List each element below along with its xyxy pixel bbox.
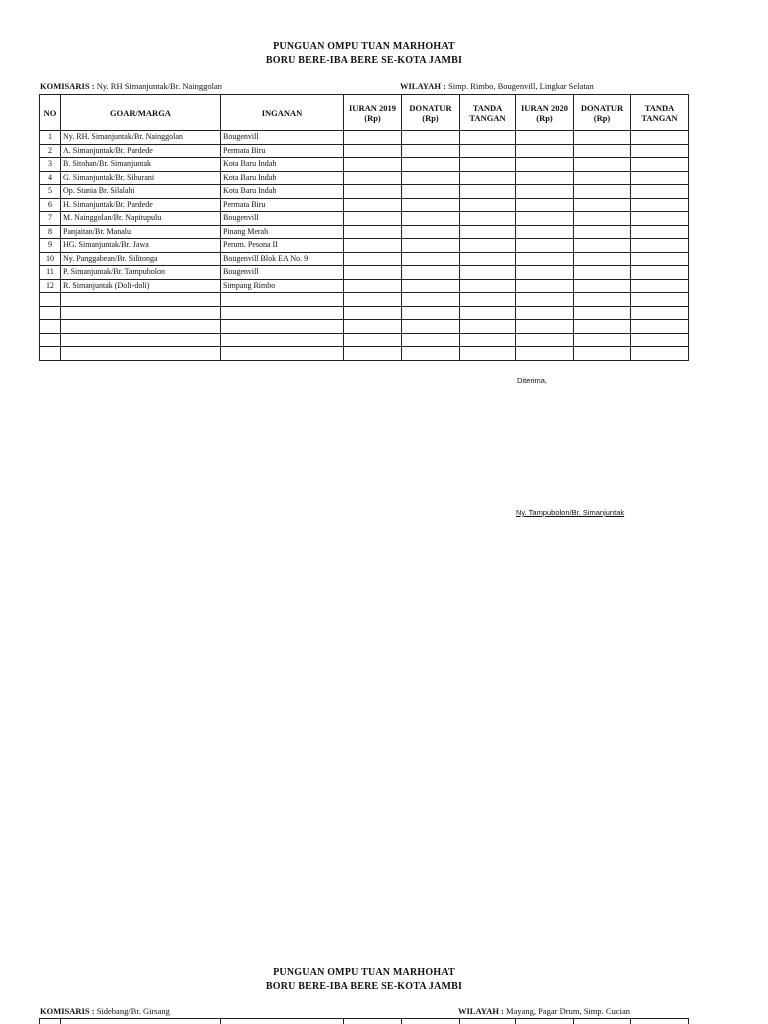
row-tanda-tangan-2 <box>631 279 689 293</box>
header-cell <box>631 1019 689 1024</box>
row-inganan <box>221 320 344 334</box>
row-tanda-tangan-2 <box>631 239 689 253</box>
row-goar-marga <box>61 333 221 347</box>
row-tanda-tangan-1 <box>460 185 516 199</box>
komisaris-label: KOMISARIS : <box>40 1006 95 1016</box>
row-tanda-tangan-1 <box>460 333 516 347</box>
table-row <box>40 279 689 293</box>
row-donatur-2 <box>574 225 631 239</box>
row-goar-marga: M. Nainggolan/Br. Napitupulu <box>61 212 221 226</box>
row-donatur-1 <box>402 171 460 185</box>
row-goar-marga <box>61 306 221 320</box>
row-tanda-tangan-1 <box>460 320 516 334</box>
row-inganan: Bougenvill Blok EA No. 9 <box>221 252 344 266</box>
row-tanda-tangan-1 <box>460 158 516 172</box>
form1-komisaris <box>40 81 222 91</box>
row-inganan: Permata Biru <box>221 198 344 212</box>
row-number <box>40 333 61 347</box>
header-cell <box>40 1019 61 1024</box>
row-goar-marga: Op. Stania Br. Silalahi <box>61 185 221 199</box>
table-row <box>40 252 689 266</box>
row-iuran-2019 <box>344 198 402 212</box>
header-cell <box>460 1019 516 1024</box>
table-row <box>40 333 689 347</box>
row-tanda-tangan-2 <box>631 198 689 212</box>
row-tanda-tangan-2 <box>631 306 689 320</box>
row-iuran-2019 <box>344 320 402 334</box>
row-donatur-1 <box>402 306 460 320</box>
row-donatur-2 <box>574 320 631 334</box>
row-iuran-2020 <box>516 320 574 334</box>
row-donatur-1 <box>402 266 460 280</box>
table-row <box>40 185 689 199</box>
table-row <box>40 131 689 145</box>
row-tanda-tangan-1 <box>460 171 516 185</box>
row-tanda-tangan-1 <box>460 144 516 158</box>
row-number: 9 <box>40 239 61 253</box>
row-number <box>40 320 61 334</box>
form2-title-line1: PUNGUAN OMPU TUAN MARHOHAT <box>273 967 455 978</box>
row-inganan: Perum. Pesona II <box>221 239 344 253</box>
table-row <box>40 347 689 361</box>
row-iuran-2020 <box>516 239 574 253</box>
row-tanda-tangan-1 <box>460 131 516 145</box>
row-number <box>40 293 61 307</box>
header-cell <box>344 1019 402 1024</box>
form2-wilayah <box>458 1006 630 1016</box>
row-iuran-2019 <box>344 279 402 293</box>
row-tanda-tangan-1 <box>460 293 516 307</box>
form1-title-line1: PUNGUAN OMPU TUAN MARHOHAT <box>273 41 455 52</box>
row-donatur-1 <box>402 131 460 145</box>
row-donatur-1 <box>402 144 460 158</box>
table-header-row <box>40 95 689 131</box>
row-iuran-2019 <box>344 239 402 253</box>
table-row <box>40 239 689 253</box>
row-tanda-tangan-1 <box>460 266 516 280</box>
header-tanda-tangan-2: TANDA TANGAN <box>631 95 689 131</box>
row-iuran-2020 <box>516 198 574 212</box>
row-donatur-1 <box>402 293 460 307</box>
row-number <box>40 347 61 361</box>
row-tanda-tangan-2 <box>631 225 689 239</box>
row-tanda-tangan-2 <box>631 131 689 145</box>
row-inganan: Kota Baru Indah <box>221 171 344 185</box>
row-tanda-tangan-2 <box>631 320 689 334</box>
row-donatur-2 <box>574 171 631 185</box>
row-goar-marga: A. Simanjuntak/Br. Pardede <box>61 144 221 158</box>
row-inganan: Simpang Rimbo <box>221 279 344 293</box>
row-tanda-tangan-2 <box>631 252 689 266</box>
row-iuran-2019 <box>344 306 402 320</box>
table-row <box>40 320 689 334</box>
row-iuran-2019 <box>344 225 402 239</box>
row-tanda-tangan-1 <box>460 198 516 212</box>
row-tanda-tangan-2 <box>631 293 689 307</box>
row-donatur-2 <box>574 266 631 280</box>
signature-name: Ny. Tampubolon/Br. Simanjuntak <box>516 508 625 517</box>
row-tanda-tangan-2 <box>631 185 689 199</box>
row-iuran-2019 <box>344 266 402 280</box>
row-tanda-tangan-2 <box>631 266 689 280</box>
table-row <box>40 198 689 212</box>
row-iuran-2019 <box>344 293 402 307</box>
header-no: NO <box>40 95 61 131</box>
row-number: 6 <box>40 198 61 212</box>
row-iuran-2019 <box>344 131 402 145</box>
row-inganan: Bougenvill <box>221 131 344 145</box>
form1-title-line2: BORU BERE-IBA BERE SE-KOTA JAMBI <box>265 55 463 66</box>
header-cell <box>574 1019 631 1024</box>
row-iuran-2019 <box>344 144 402 158</box>
row-donatur-1 <box>402 158 460 172</box>
row-goar-marga: G. Simanjuntak/Br. Siburani <box>61 171 221 185</box>
row-goar-marga: HG. Simanjuntak/Br. Jawa <box>61 239 221 253</box>
row-goar-marga <box>61 320 221 334</box>
table-row <box>40 158 689 172</box>
row-tanda-tangan-2 <box>631 347 689 361</box>
row-number: 11 <box>40 266 61 280</box>
row-iuran-2020 <box>516 158 574 172</box>
row-tanda-tangan-2 <box>631 158 689 172</box>
row-inganan: Pinang Merah <box>221 225 344 239</box>
header-inganan: INGANAN <box>221 95 344 131</box>
table-row <box>40 212 689 226</box>
row-number: 12 <box>40 279 61 293</box>
row-tanda-tangan-1 <box>460 279 516 293</box>
row-goar-marga: Panjaitan/Br. Manalu <box>61 225 221 239</box>
header-iuran-2020: IURAN 2020 (Rp) <box>516 95 574 131</box>
row-tanda-tangan-1 <box>460 225 516 239</box>
row-donatur-2 <box>574 212 631 226</box>
row-iuran-2020 <box>516 306 574 320</box>
row-inganan <box>221 293 344 307</box>
row-inganan: Kota Baru Indah <box>221 158 344 172</box>
row-donatur-2 <box>574 333 631 347</box>
row-inganan: Permata Biru <box>221 144 344 158</box>
row-tanda-tangan-2 <box>631 333 689 347</box>
row-tanda-tangan-1 <box>460 212 516 226</box>
row-number: 4 <box>40 171 61 185</box>
row-iuran-2020 <box>516 266 574 280</box>
row-tanda-tangan-2 <box>631 171 689 185</box>
form1-wilayah <box>400 81 594 91</box>
row-donatur-2 <box>574 347 631 361</box>
row-donatur-1 <box>402 239 460 253</box>
row-goar-marga: R. Simanjuntak (Doli-doli) <box>61 279 221 293</box>
row-iuran-2019 <box>344 333 402 347</box>
row-donatur-1 <box>402 320 460 334</box>
row-donatur-2 <box>574 239 631 253</box>
row-donatur-2 <box>574 198 631 212</box>
row-iuran-2019 <box>344 158 402 172</box>
header-donatur-2: DONATUR (Rp) <box>574 95 631 131</box>
header-goar-marga: GOAR/MARGA <box>61 95 221 131</box>
row-number: 2 <box>40 144 61 158</box>
row-donatur-1 <box>402 198 460 212</box>
row-iuran-2020 <box>516 333 574 347</box>
table-row <box>40 225 689 239</box>
row-donatur-2 <box>574 252 631 266</box>
row-tanda-tangan-1 <box>460 347 516 361</box>
diterima-label: Diterima, <box>517 376 548 385</box>
row-goar-marga: H. Simanjuntak/Br. Pardede <box>61 198 221 212</box>
wilayah-value: Mayang, Pagar Drum, Simp. Cucian <box>506 1006 630 1016</box>
row-donatur-2 <box>574 144 631 158</box>
row-donatur-2 <box>574 185 631 199</box>
table-row <box>40 171 689 185</box>
komisaris-value: Sidebang/Br. Girsang <box>96 1006 170 1016</box>
row-donatur-1 <box>402 225 460 239</box>
row-iuran-2019 <box>344 171 402 185</box>
row-iuran-2019 <box>344 252 402 266</box>
form2-komisaris <box>40 1006 170 1016</box>
table-row <box>40 306 689 320</box>
wilayah-label: WILAYAH : <box>400 81 446 91</box>
row-iuran-2020 <box>516 347 574 361</box>
header-cell <box>402 1019 460 1024</box>
row-inganan <box>221 347 344 361</box>
row-number: 7 <box>40 212 61 226</box>
komisaris-value: Ny. RH Simanjuntak/Br. Nainggolan <box>96 81 222 91</box>
row-number: 8 <box>40 225 61 239</box>
row-donatur-1 <box>402 212 460 226</box>
row-number: 3 <box>40 158 61 172</box>
row-tanda-tangan-2 <box>631 212 689 226</box>
row-inganan <box>221 333 344 347</box>
table-row <box>40 293 689 307</box>
row-number: 1 <box>40 131 61 145</box>
header-iuran-2019: IURAN 2019 (Rp) <box>344 95 402 131</box>
table-row <box>40 266 689 280</box>
row-donatur-1 <box>402 185 460 199</box>
row-inganan: Kota Baru Indah <box>221 185 344 199</box>
row-donatur-1 <box>402 347 460 361</box>
row-donatur-2 <box>574 293 631 307</box>
komisaris-label: KOMISARIS : <box>40 81 95 91</box>
row-inganan: Bougenvill <box>221 212 344 226</box>
header-cell <box>61 1019 221 1024</box>
row-number: 10 <box>40 252 61 266</box>
row-iuran-2020 <box>516 225 574 239</box>
wilayah-label: WILAYAH : <box>458 1006 504 1016</box>
row-iuran-2019 <box>344 347 402 361</box>
header-donatur-1: DONATUR (Rp) <box>402 95 460 131</box>
row-iuran-2020 <box>516 279 574 293</box>
row-tanda-tangan-1 <box>460 306 516 320</box>
row-tanda-tangan-1 <box>460 252 516 266</box>
row-iuran-2020 <box>516 252 574 266</box>
form2-member-table <box>39 1018 689 1024</box>
row-iuran-2020 <box>516 144 574 158</box>
row-goar-marga: Ny. Panggabean/Br. Silitonga <box>61 252 221 266</box>
row-goar-marga: P. Simanjuntak/Br. Tampubolon <box>61 266 221 280</box>
row-iuran-2019 <box>344 185 402 199</box>
row-tanda-tangan-1 <box>460 239 516 253</box>
row-iuran-2019 <box>344 212 402 226</box>
row-goar-marga: B. Sitohan/Br. Simanjuntak <box>61 158 221 172</box>
table-header-row <box>40 1019 689 1024</box>
form2-title-line2: BORU BERE-IBA BERE SE-KOTA JAMBI <box>265 981 463 992</box>
row-iuran-2020 <box>516 131 574 145</box>
row-inganan: Bougenvill <box>221 266 344 280</box>
header-cell <box>221 1019 344 1024</box>
wilayah-value: Simp. Rimbo, Bougenvill, Lingkar Selatan <box>448 81 594 91</box>
form1-member-table <box>39 94 689 361</box>
row-inganan <box>221 306 344 320</box>
row-donatur-2 <box>574 158 631 172</box>
row-iuran-2020 <box>516 171 574 185</box>
table-row <box>40 144 689 158</box>
row-number <box>40 306 61 320</box>
row-iuran-2020 <box>516 293 574 307</box>
row-goar-marga <box>61 293 221 307</box>
row-number: 5 <box>40 185 61 199</box>
row-donatur-1 <box>402 279 460 293</box>
row-donatur-1 <box>402 333 460 347</box>
row-goar-marga <box>61 347 221 361</box>
header-tanda-tangan-1: TANDA TANGAN <box>460 95 516 131</box>
table-body <box>40 131 689 361</box>
row-iuran-2020 <box>516 212 574 226</box>
row-donatur-2 <box>574 306 631 320</box>
row-donatur-1 <box>402 252 460 266</box>
row-tanda-tangan-2 <box>631 144 689 158</box>
header-cell <box>516 1019 574 1024</box>
row-iuran-2020 <box>516 185 574 199</box>
row-donatur-2 <box>574 279 631 293</box>
row-donatur-2 <box>574 131 631 145</box>
row-goar-marga: Ny. RH. Simanjuntak/Br. Nainggolan <box>61 131 221 145</box>
